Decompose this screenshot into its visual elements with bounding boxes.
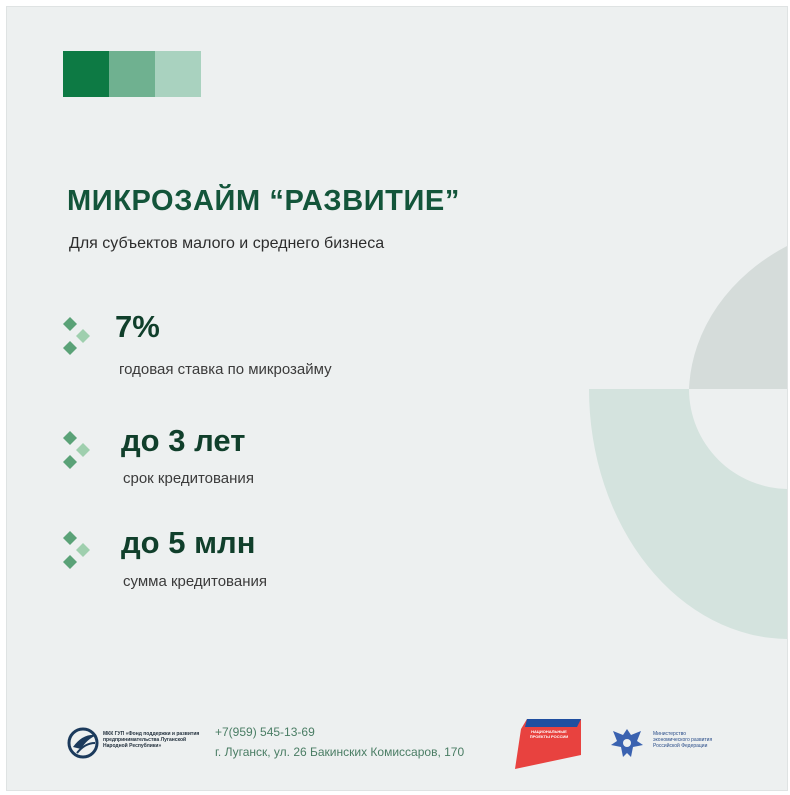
diamond-bullet-icon xyxy=(63,317,93,355)
feature-value: 7% xyxy=(115,309,160,344)
feature-term xyxy=(63,421,463,501)
double-headed-eagle-icon xyxy=(607,723,647,763)
fund-logo-icon xyxy=(67,727,101,759)
national-project-text: НАЦИОНАЛЬНЫЕ ПРОЕКТЫ РОССИИ xyxy=(529,729,569,739)
decorative-semicircles xyxy=(7,7,787,790)
deco-green-arc xyxy=(589,389,787,639)
feature-value: до 3 лет xyxy=(121,423,246,458)
page-subtitle: Для субъектов малого и среднего бизнеса xyxy=(69,235,385,252)
org-name: МКК ГУП «Фонд поддержки и развития предпринимательства Луганской Народной Республики» xyxy=(103,731,200,749)
feature-amount xyxy=(63,525,463,605)
contact-address: г. Луганск, ул. 26 Бакинских Комиссаров, 170 xyxy=(215,745,465,759)
ministry-name: Министерство экономического развития Российской Федерации xyxy=(653,731,713,749)
diamond-bullet-icon xyxy=(63,531,93,569)
feature-value: до 5 млн xyxy=(121,525,256,560)
infographic-card xyxy=(6,6,788,791)
feature-description: годовая ставка по микрозайму xyxy=(119,361,332,378)
deco-gray-quarter xyxy=(689,245,787,389)
feature-rate xyxy=(63,307,463,387)
feature-description: сумма кредитования xyxy=(123,573,267,590)
national-project-logo-icon xyxy=(515,719,581,769)
diamond-bullet-icon xyxy=(63,431,93,469)
contact-phone[interactable]: +7(959) 545-13-69 xyxy=(215,725,315,739)
feature-description: срок кредитования xyxy=(123,470,254,487)
page-title: МИКРОЗАЙМ “РАЗВИТИЕ” xyxy=(67,185,460,217)
